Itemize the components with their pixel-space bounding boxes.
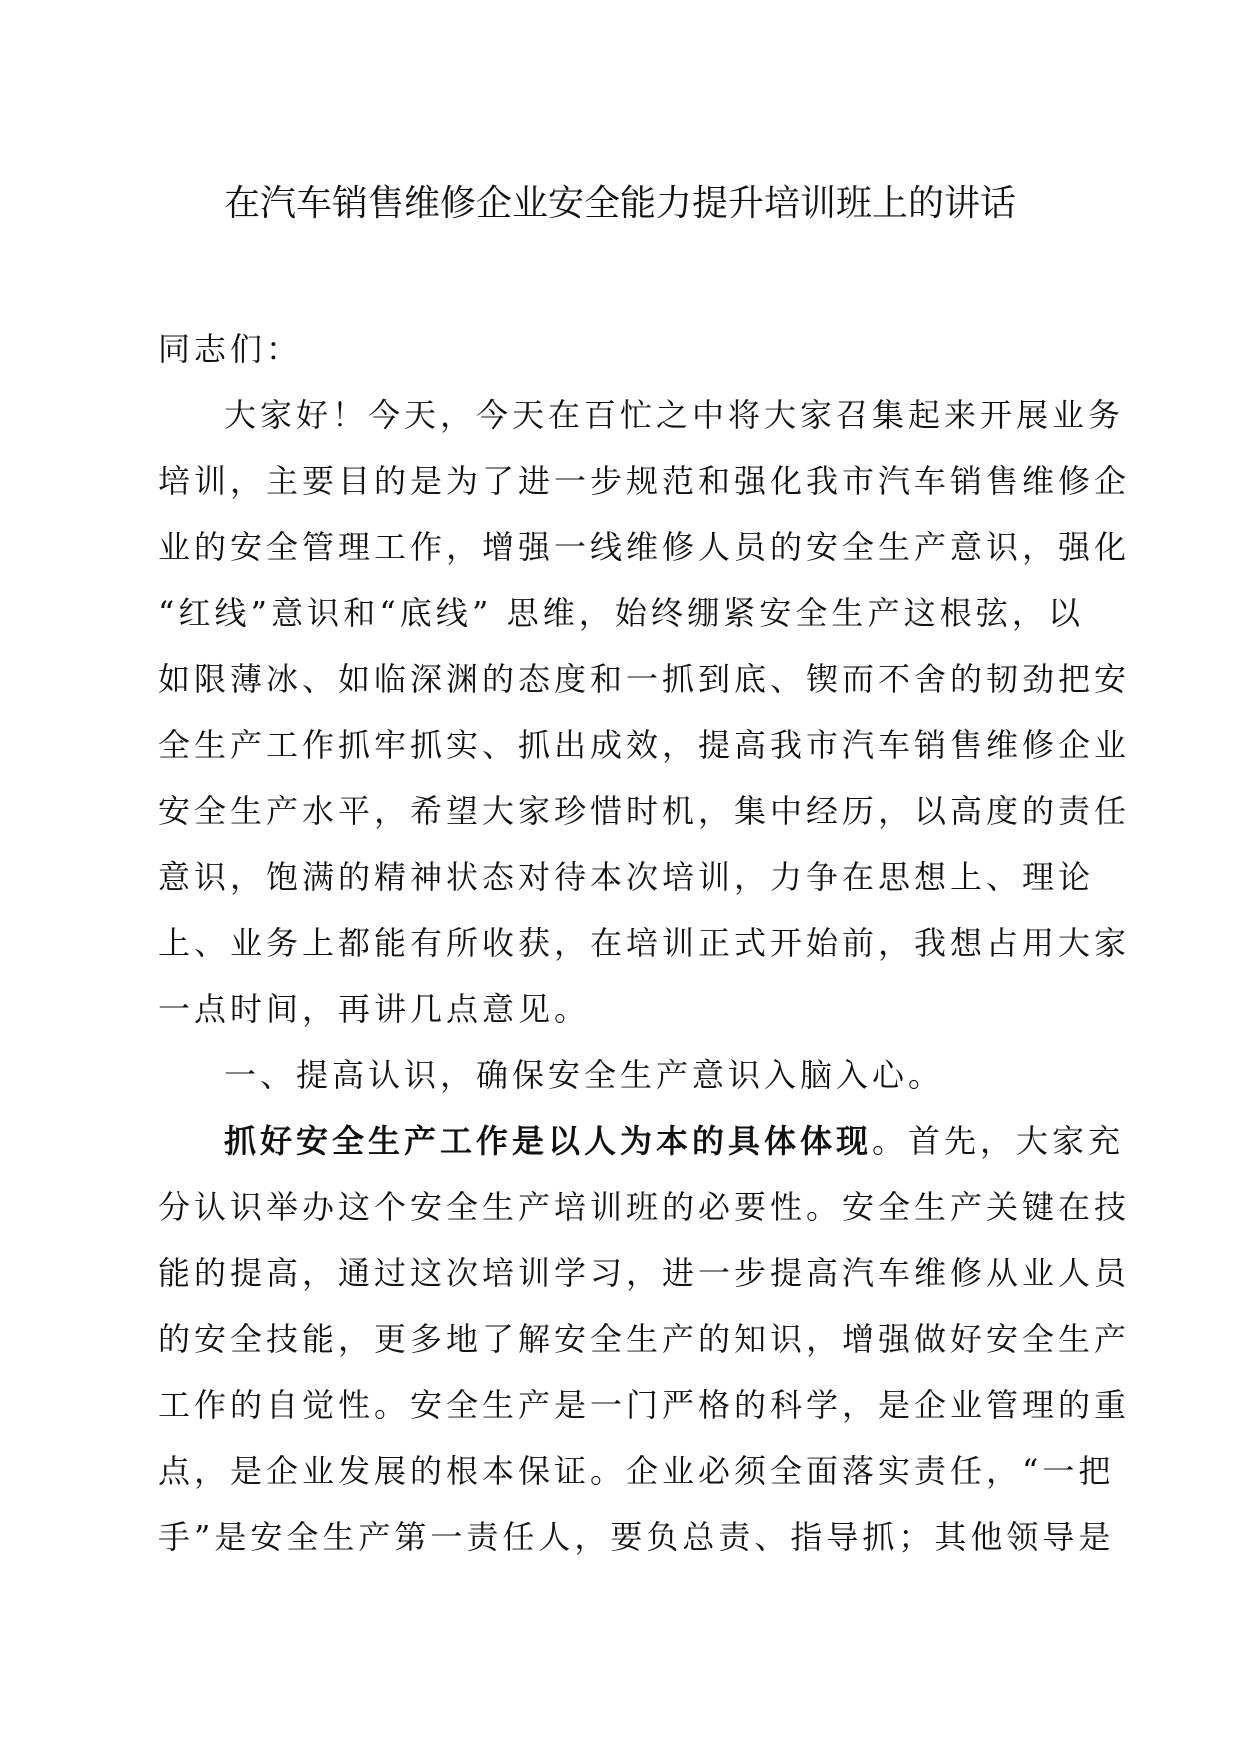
document-body bbox=[158, 316, 1131, 1570]
document-title: 在汽车销售维修企业安全能力提升培训班上的讲话 bbox=[223, 183, 1016, 224]
paragraph-line: 业的安全管理工作，增强一线维修人员的安全生产意识，强化 bbox=[158, 528, 1131, 566]
paragraph-line-tail: 。首先，大家充 bbox=[872, 1122, 1125, 1160]
paragraph-line: 意识，饱满的精神状态对待本次培训，力争在思想上、理论 bbox=[158, 858, 1095, 896]
section-heading: 一、提高认识，确保安全生产意识入脑入心。 bbox=[224, 1056, 945, 1094]
paragraph-line: 能的提高，通过这次培训学习，进一步提高汽车维修从业人员 bbox=[158, 1254, 1131, 1292]
paragraph-line: 如限薄冰、如临深渊的态度和一抓到底、锲而不舍的韧劲把安 bbox=[158, 660, 1131, 698]
paragraph-line: 上、业务上都能有所收获，在培训正式开始前，我想占用大家 bbox=[158, 924, 1131, 962]
paragraph-line: “红线”意识和“底线” 思维，始终绷紧安全生产这根弦，以 bbox=[158, 594, 1084, 632]
paragraph-line: 大家好！今天，今天在百忙之中将大家召集起来开展业务 bbox=[224, 396, 1125, 434]
paragraph-line: 培训，主要目的是为了进一步规范和强化我市汽车销售维修企 bbox=[158, 462, 1131, 500]
paragraph-line: 一点时间，再讲几点意见。 bbox=[158, 990, 591, 1028]
salutation: 同志们： bbox=[158, 330, 303, 368]
paragraph-line: 的安全技能，更多地了解安全生产的知识，增强做好安全生产 bbox=[158, 1320, 1131, 1358]
paragraph-line: 全生产工作抓牢抓实、抓出成效，提高我市汽车销售维修企业 bbox=[158, 726, 1131, 764]
paragraph-line: 点，是企业发展的根本保证。企业必须全面落实责任，“一把 bbox=[158, 1452, 1115, 1490]
paragraph-line: 手”是安全生产第一责任人，要负总责、指导抓；其他领导是 bbox=[158, 1518, 1115, 1556]
paragraph-line: 安全生产水平，希望大家珍惜时机，集中经历，以高度的责任 bbox=[158, 792, 1131, 830]
paragraph-line: 分认识举办这个安全生产培训班的必要性。安全生产关键在技 bbox=[158, 1188, 1131, 1226]
bold-lead-sentence: 抓好安全生产工作是以人为本的具体体现 bbox=[224, 1122, 873, 1160]
paragraph-line: 工作的自觉性。安全生产是一门严格的科学，是企业管理的重 bbox=[158, 1386, 1131, 1424]
paragraph-line bbox=[158, 1108, 1125, 1174]
